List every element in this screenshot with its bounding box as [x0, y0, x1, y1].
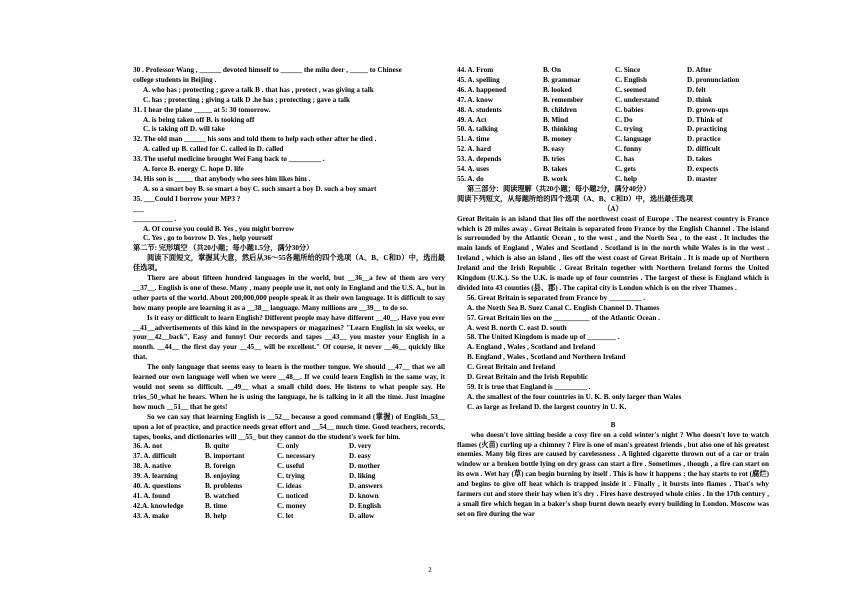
q35-options-ab: A. Of course you could B. Yes , you might borrow	[143, 224, 295, 233]
option-b: B. work	[543, 174, 568, 183]
option-row	[457, 155, 769, 165]
option-a: 36. A. not	[133, 442, 163, 451]
part-3-header	[457, 185, 769, 215]
option-b: B. thinking	[543, 125, 578, 134]
option-b: B. On	[543, 66, 561, 74]
passage-a: Great Britain is an island that lies off the northwest coast of Europe . The nearest country is France which is 20 miles away . Great Britain is separated from France by the English Channel . The island is surrounded by the Atlantic Ocean , to the west , and the North Sea , to the east . It includes the main lands of England , Wales and Scotland . Scotland is in the north while Wales is in the west . Ireland , which is also an island , lies off the west coast of Great Britain . It is made up of Northern Ireland and the Irish Republic . Great Britain together with Northern Ireland forms the United Kingdom (U.K.). So the U.K. is made up of four countries . The largest of these is England which is divided into 43 counties (县、郡) . The capital city is London which is on the river Thames .	[457, 214, 769, 292]
option-a: 52. A. hard	[457, 145, 491, 154]
option-d: D. allow	[349, 511, 375, 520]
option-c: C. necessary	[277, 452, 316, 461]
option-a: 39. A. learning	[133, 472, 178, 481]
option-c: C. let	[277, 511, 294, 520]
option-row	[457, 165, 769, 175]
q30-stem-cont: college students in Beijing .	[133, 75, 217, 84]
option-b: B. problems	[205, 482, 243, 491]
option-row	[133, 502, 445, 512]
q30-options-cd: C. has ; protecting ; giving a talk D .he has ; protecting ; gave a talk	[143, 95, 350, 104]
option-row	[457, 76, 769, 86]
cloze-paragraph: There are about fifteen hundred languages in the world, but __36__a few of them are very __37__. English is one of these. Many , many people use it, not only in England and the U.S. A., but in other parts of the world. About 200,000,000 people speak it as their own language. It is difficult to say how many people are learning it as a __38__ language. Many millions are __39__ to do so.	[133, 274, 445, 312]
option-a: 44. A. From	[457, 66, 494, 74]
option-d: D. easy	[349, 452, 371, 461]
q58-option-c: C. Great Britain and Ireland	[467, 363, 556, 372]
question-34	[133, 175, 445, 195]
option-c: C. Since	[615, 66, 641, 74]
q56-stem: 56. Great Britain is separated from France by _________ .	[467, 293, 646, 302]
option-a: 45. A. spelling	[457, 75, 500, 84]
option-a: 43. A. make	[133, 511, 169, 520]
option-d: D. think	[687, 95, 713, 104]
question-58	[457, 333, 769, 383]
option-row	[133, 472, 445, 482]
question-56	[457, 294, 769, 314]
option-b: B. time	[205, 501, 227, 510]
question-59	[457, 383, 769, 413]
section-2-title: 第二节: 完形填空 （共20小题；每小题1.5分，满分30分）	[133, 244, 314, 253]
option-d: D. master	[687, 174, 717, 183]
q59-options-cd: C. as large as Ireland D. the largest country in U. K.	[467, 402, 627, 411]
q57-stem: 57. Great Britain lies on the __________ of the Atlantic Ocean .	[467, 313, 660, 322]
question-30	[133, 66, 445, 106]
cloze-passage	[133, 274, 445, 442]
option-c: C. English	[615, 75, 647, 84]
option-row	[457, 116, 769, 126]
option-row	[133, 462, 445, 472]
q56-options: A. the North Sea B. Suez Canal C. English Channel D. Thames	[467, 303, 660, 312]
option-c: C. only	[277, 442, 299, 451]
option-c: C. babies	[615, 105, 644, 114]
option-b: B. grammar	[543, 75, 581, 84]
option-d: D. very	[349, 442, 372, 451]
cloze-paragraph: Is it easy or difficult to learn English? Different people may have different __40__. Have you ever __41__advertisements of this kind in the newspapers or magazines? "Learn English in six weeks, or your__42__back", Easy and funny! Our records and tapes __43__ you master your English in a month. __44__ the first day your __45__ will be excellent." Of course, it never __46__ quickly like that.	[133, 313, 445, 362]
question-57	[457, 314, 769, 334]
option-b: B. foreign	[205, 462, 236, 471]
left-column	[133, 66, 445, 522]
option-c: C. ideas	[277, 482, 302, 491]
cloze-paragraph: So we can say that learning English is __52__ because a good command (掌握) of English_53__ upon a lot of practice, and practice needs great effort and __54__ much time. Good teachers, records, tapes, books, and dictionaries will __55_ but they cannot do the student's work for him.	[133, 412, 445, 441]
option-d: D. takes	[687, 155, 712, 164]
option-b: B. quite	[205, 442, 229, 451]
option-row	[133, 442, 445, 452]
q59-stem: 59. It is true that England is _________ .	[467, 383, 591, 391]
option-b: B. money	[543, 135, 572, 144]
option-a: 37. A. difficult	[133, 452, 177, 461]
q30-stem: 30 . Professor Wang , ______ devoted himself to ______ the milu deer , _____ to Chinese	[133, 66, 402, 74]
option-a: 53. A. depends	[457, 155, 502, 164]
option-d: D. pronunciation	[687, 75, 740, 84]
part-3-instructions: 阅读下列短文，从每题所给的四个选项（A、B、C和D）中，选出最佳选项	[457, 194, 693, 203]
option-c: C. money	[277, 501, 307, 510]
cloze-options-right	[457, 66, 769, 185]
option-b: B. takes	[543, 165, 568, 174]
option-c: C. trying	[615, 125, 643, 134]
q33-options: A. force B. energy C. hope D. life	[143, 165, 244, 174]
q33-stem: 33. The useful medicine brought Wei Fang back to _________ .	[133, 155, 325, 164]
option-row	[457, 66, 769, 76]
option-a: 42.A. knowledge	[133, 501, 184, 510]
option-d: D. practicing	[687, 125, 727, 134]
option-row	[457, 145, 769, 155]
q35-stem: 35. ___Could I borrow your MP3 ?	[133, 194, 241, 203]
passage-b: who doesn't love sitting beside a cosy fire on a cold winter's night ? Who doesn't love to watch flames (火苗) curling up a chimney ? Fire is one of man's greatest friends , but also one of his greatest enemies. Many big fires are caused by carelessness . A lighted cigarette thrown out of a car or train window or a broken bottle lying on dry grass can start a fire . Sometimes , though , a fire can start on its own . Wet hay (草) can begin burning by itself . This is how it happens : the hay starts to rot (腐烂) and begins to give off heat which is trapped inside it . Finally , it bursts into flames . That's why farmers cut and store their hay when it's dry . Fires have destroyed whole cities . In the 17th century , a small fire which began in a baker's shop burnt down nearly every building in London. Moscow was set on fire during the war	[457, 430, 769, 518]
option-c: C. trying	[277, 472, 305, 481]
option-a: 40. A. questions	[133, 482, 181, 491]
q31-options-cd: C. is taking off D. will take	[143, 125, 225, 134]
q57-options: A. west B. north C. east D. south	[467, 323, 567, 332]
right-column	[457, 66, 769, 520]
option-d: D. liking	[349, 472, 376, 481]
question-32	[133, 135, 445, 155]
option-row	[457, 96, 769, 106]
option-row	[457, 125, 769, 135]
option-c: C. has	[615, 155, 635, 164]
q32-stem: 32. The old man ______ his sons and told them to help each other after he died .	[133, 135, 377, 144]
cloze-paragraph: The only language that seems easy to learn is the mother tongue. We should __47__ that we all learned our own language well when we were __48__. If we could learn English in the same way, it would not seem so difficult. __49__ what a small child does. He listens to what people say. He tries_50_what he hears. When he is using the language, he is talking in it all the time. Just imagine how much __51__ that he gets!	[133, 363, 445, 411]
option-d: D. felt	[687, 85, 706, 94]
option-d: D. answers	[349, 482, 383, 491]
q31-stem: 31. I hear the plane _____ at 5: 30 tomorrow.	[133, 105, 271, 114]
q34-stem: 34. His son is _____ that anybody who sees him likes him .	[133, 174, 311, 183]
option-b: B. easy	[543, 145, 565, 154]
option-b: B. tries	[543, 155, 565, 164]
question-33	[133, 155, 445, 175]
option-row	[133, 512, 445, 522]
option-d: D. Think of	[687, 115, 723, 124]
option-row	[133, 492, 445, 502]
option-c: C. useful	[277, 462, 305, 471]
option-b: B. important	[205, 452, 245, 461]
q34-options: A. so a smart boy B. so smart a boy C. such smart a boy D. such a boy smart	[143, 184, 377, 193]
option-c: C. gets	[615, 165, 636, 174]
option-d: D. English	[349, 501, 381, 510]
option-row	[457, 106, 769, 116]
q31-options-ab: A. is being taken off B. is tooking off	[143, 115, 255, 124]
question-31	[133, 106, 445, 136]
option-a: 51. A. time	[457, 135, 490, 144]
part-3-title: 第三部分：阅读理解（共20小题；每小题2分，满分40分）	[467, 184, 651, 193]
q35-blank-2: ___________ .	[133, 214, 177, 223]
q35-blank-1: ___	[133, 204, 144, 213]
option-a: 49. A. Act	[457, 115, 487, 124]
option-a: 38. A. native	[133, 462, 171, 471]
q32-options: A. called up B. called for C. called in D. called	[143, 145, 284, 154]
q58-option-d: D. Great Britain and the Irish Republic	[467, 373, 589, 382]
option-b: B. remember	[543, 95, 584, 104]
option-b: B. children	[543, 105, 577, 114]
option-b: B. enjoying	[205, 472, 240, 481]
option-row	[457, 135, 769, 145]
option-a: 55. A. do	[457, 174, 484, 183]
option-d: D. expects	[687, 165, 719, 174]
option-b: B. Mind	[543, 115, 569, 124]
question-35	[133, 195, 445, 245]
option-b: B. watched	[205, 491, 239, 500]
option-row	[457, 175, 769, 185]
q58-option-a: A. England , Wales , Scotland and Ireland	[467, 343, 596, 352]
q59-options-ab: A. the smallest of the four countries in U. K. B. only larger than Wales	[467, 392, 682, 401]
q35-options-cd: C. Yes , go to borrow D. Yes , help yourself	[143, 234, 273, 243]
option-d: D. practice	[687, 135, 721, 144]
option-row	[457, 86, 769, 96]
option-a: 48. A. students	[457, 105, 502, 114]
option-c: C. noticed	[277, 491, 309, 500]
option-a: 54. A. uses	[457, 165, 489, 174]
q30-options-ab: A. who has ; protecting ; gave a talk B . that has , protect , was giving a talk	[143, 85, 374, 94]
option-c: C. help	[615, 174, 637, 183]
option-c: C. Do	[615, 115, 633, 124]
option-a: 41. A. found	[133, 491, 171, 500]
passage-b-label: B	[610, 420, 616, 429]
option-row	[133, 452, 445, 462]
option-d: D. known	[349, 491, 379, 500]
cloze-options-left	[133, 442, 445, 521]
option-a: 46. A. happened	[457, 85, 507, 94]
option-d: D. After	[687, 66, 712, 74]
option-row	[133, 482, 445, 492]
option-b: B. looked	[543, 85, 572, 94]
option-c: C. funny	[615, 145, 642, 154]
option-c: C. language	[615, 135, 652, 144]
section-2-header	[133, 244, 445, 274]
option-d: D. difficult	[687, 145, 721, 154]
option-b: B. help	[205, 511, 227, 520]
section-2-instructions: 阅读下面短文，掌握其大意，然后从36～55各题所给的四个选项（A、B、C和D）中，选出最佳选项。	[133, 254, 445, 273]
passage-a-label: （A）	[603, 204, 623, 213]
option-a: 50. A. talking	[457, 125, 498, 134]
option-c: C. understand	[615, 95, 659, 104]
page-number: 2	[428, 566, 432, 574]
option-c: C. seemed	[615, 85, 647, 94]
option-d: D. mother	[349, 462, 381, 471]
option-d: D. grown-ups	[687, 105, 729, 114]
q58-stem: 58. The United Kingdom is made up of ________ .	[467, 333, 620, 342]
q58-option-b: B. England , Wales , Scotland and Northern Ireland	[467, 353, 626, 362]
option-a: 47. A. know	[457, 95, 493, 104]
